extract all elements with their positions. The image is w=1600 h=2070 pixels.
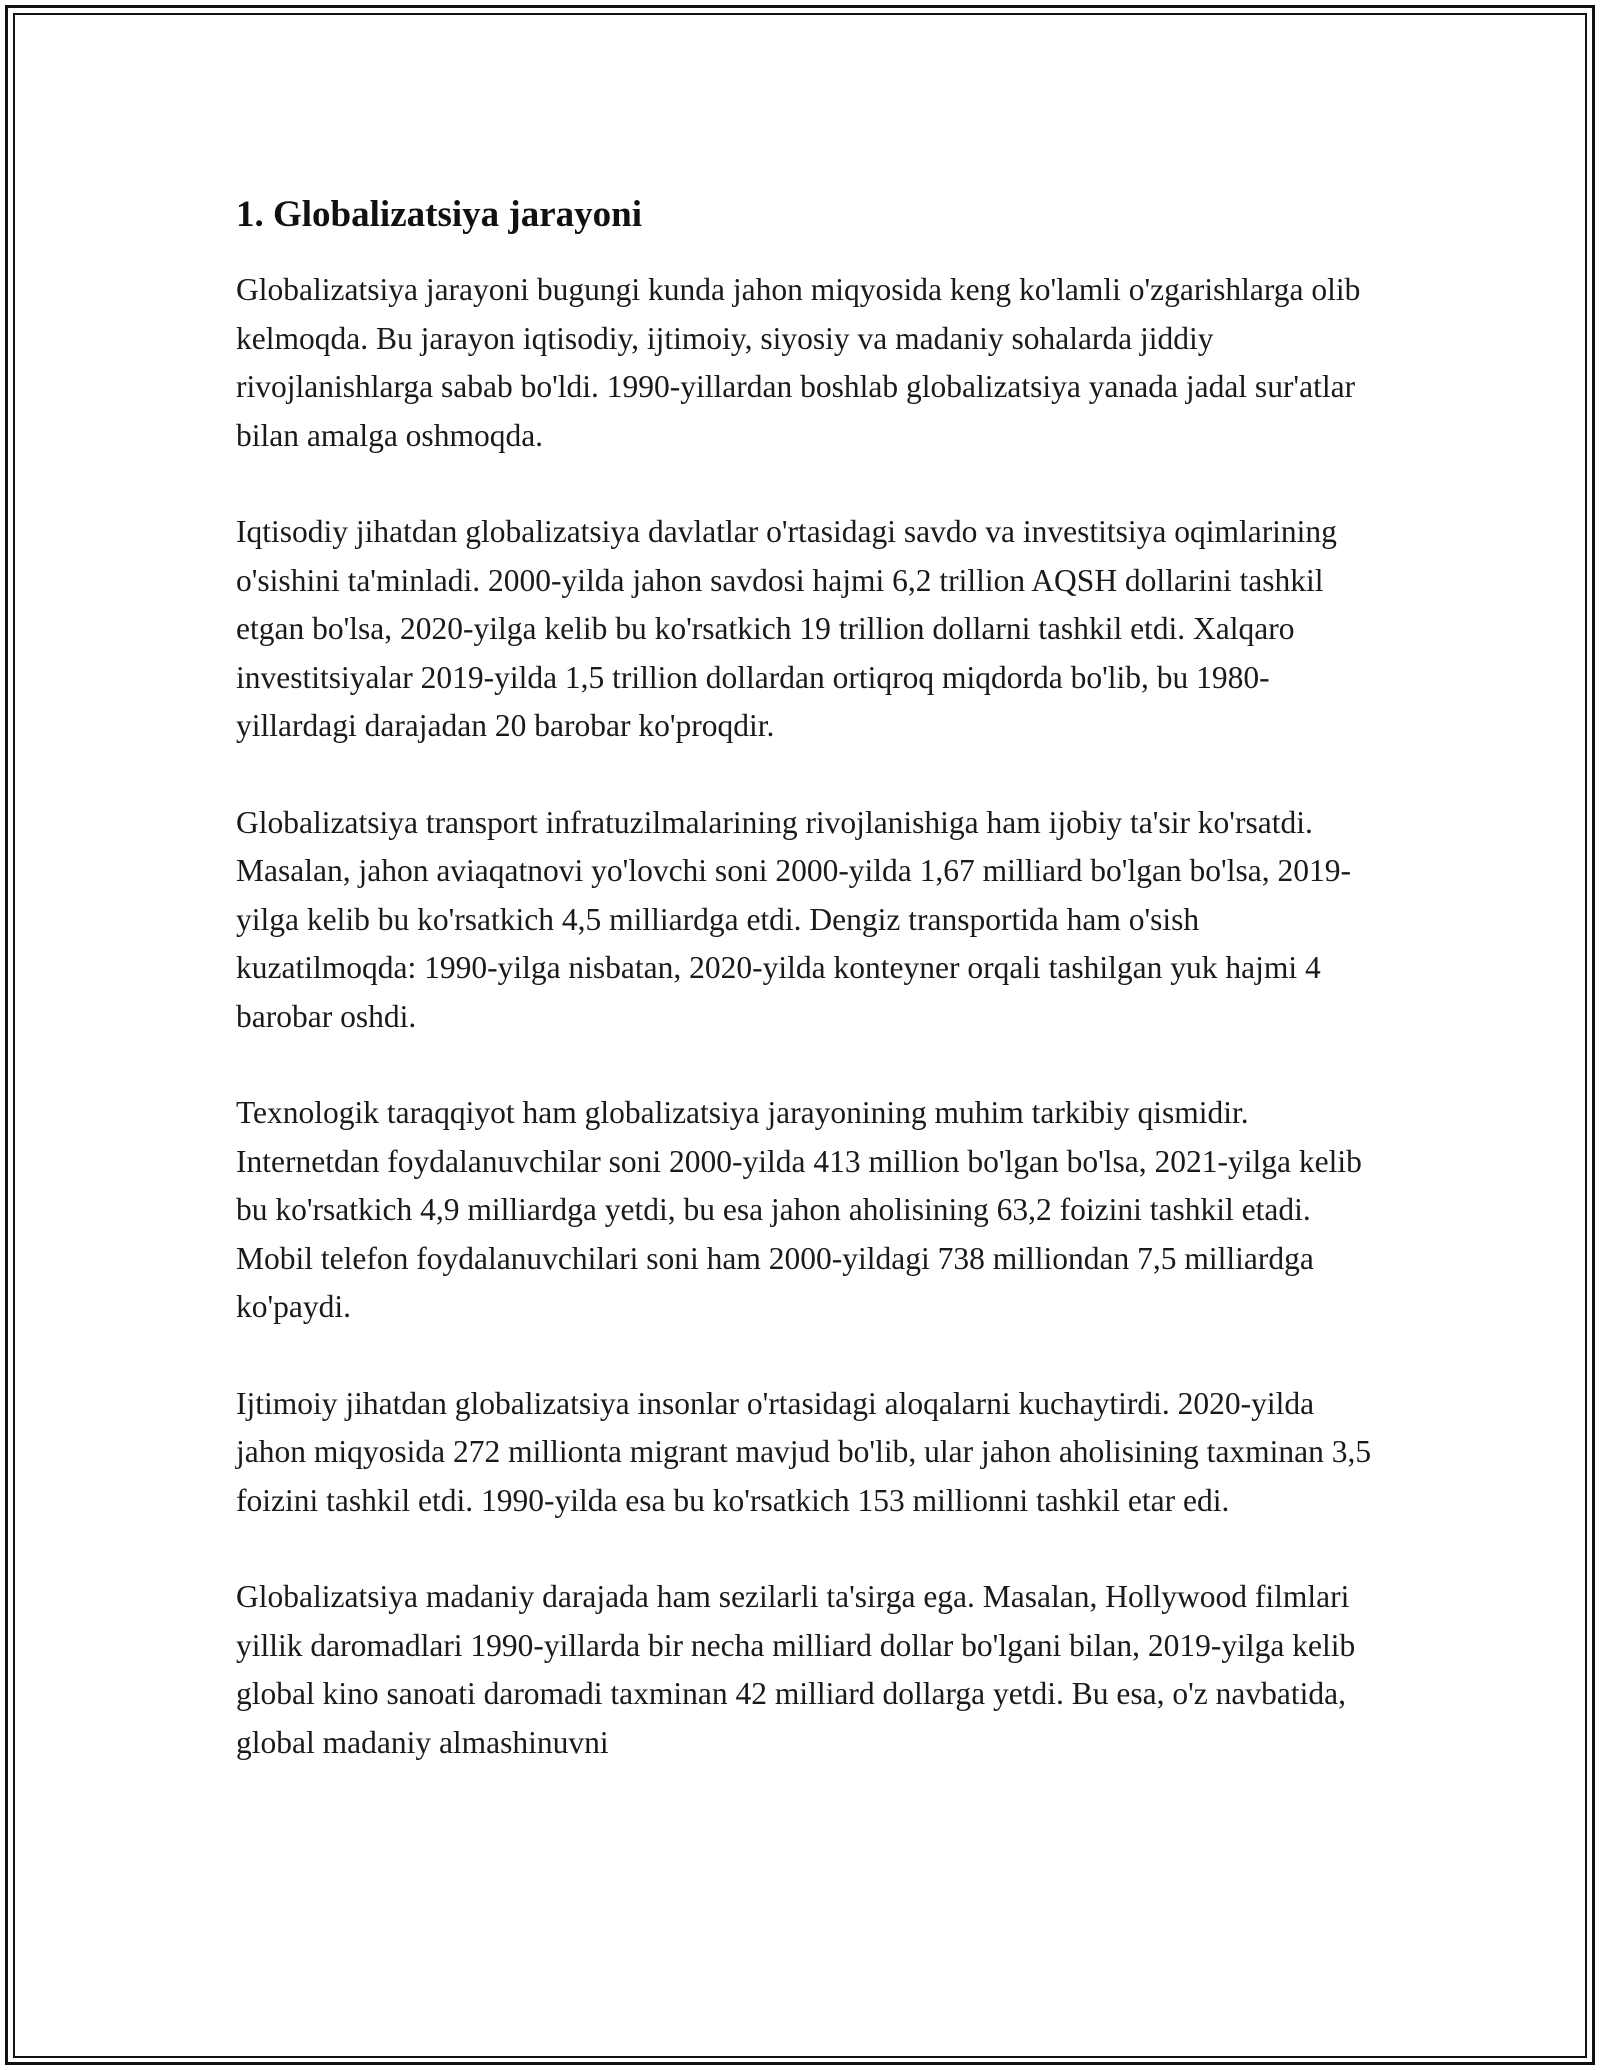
paragraph-social: Ijtimoiy jihatdan globalizatsiya insonlar o'rtasidagi aloqalarni kuchaytirdi. 2020-yilda jahon miqyosida 272 millionta migrant mavjud bo'lib, ular jahon aholisining taxminan 3,5 foizini tashkil etdi. 1990-yilda esa bu ko'rsatkich 153 millionni tashkil etar edi. bbox=[236, 1385, 1372, 1518]
section-title: 1. Globalizatsiya jarayoni bbox=[236, 194, 642, 235]
paragraph-economic: Iqtisodiy jihatdan globalizatsiya davlatlar o'rtasidagi savdo va investitsiya oqimlarining o'sishini ta'minladi. 2000-yilda jahon savdosi hajmi 6,2 trillion AQSH dollarini tashkil etgan bo'lsa, 2020-yilga kelib bu ko'rsatkich 19 trillion dollarni tashkil etdi. Xalqaro investitsiyalar 2019-yilda 1,5 trillion dollardan ortiqroq miqdorda bo'lib, bu 1980-yillardagi darajadan 20 barobar ko'proqdir. bbox=[236, 514, 1337, 743]
paragraph-transport: Globalizatsiya transport infratuzilmalarining rivojlanishiga ham ijobiy ta'sir ko'rsatdi. Masalan, jahon aviaqatnovi yo'lovchi soni 2000-yilda 1,67 milliard bo'lgan bo'lsa, 2019-yilga kelib bu ko'rsatkich 4,5 milliardga etdi. Dengiz transportida ham o'sish kuzatilmoqda: 1990-yilga nisbatan, 2020-yilda konteyner orqali tashilgan yuk hajmi 4 barobar oshdi. bbox=[236, 804, 1351, 1034]
paragraph-intro: Globalizatsiya jarayoni bugungi kunda jahon miqyosida keng ko'lamli o'zgarishlarga olib kelmoqda. Bu jarayon iqtisodiy, ijtimoiy, siyosiy va madaniy sohalarda jiddiy rivojlanishlarga sabab bo'ldi. 1990-yillardan boshlab globalizatsiya yanada jadal sur'atlar bilan amalga oshmoqda. bbox=[236, 272, 1361, 453]
paragraph-technology: Texnologik taraqqiyot ham globalizatsiya jarayonining muhim tarkibiy qismidir. Internetdan foydalanuvchilar soni 2000-yilda 413 million bo'lgan bo'lsa, 2021-yilga kelib bu ko'rsatkich 4,9 milliardga yetdi, bu esa jahon aholisining 63,2 foizini tashkil etadi. Mobil telefon foydalanuvchilari soni ham 2000-yildagi 738 milliondan 7,5 milliardga ko'paydi. bbox=[236, 1095, 1362, 1324]
paragraph-cultural: Globalizatsiya madaniy darajada ham sezilarli ta'sirga ega. Masalan, Hollywood filmlari yillik daromadlari 1990-yillarda bir necha milliard dollar bo'lgani bilan, 2019-yilga kelib global kino sanoati daromadi taxminan 42 milliard dollarga yetdi. Bu esa, o'z navbatida, global madaniy almashinuvni bbox=[236, 1579, 1356, 1760]
document-body bbox=[236, 188, 1386, 1815]
